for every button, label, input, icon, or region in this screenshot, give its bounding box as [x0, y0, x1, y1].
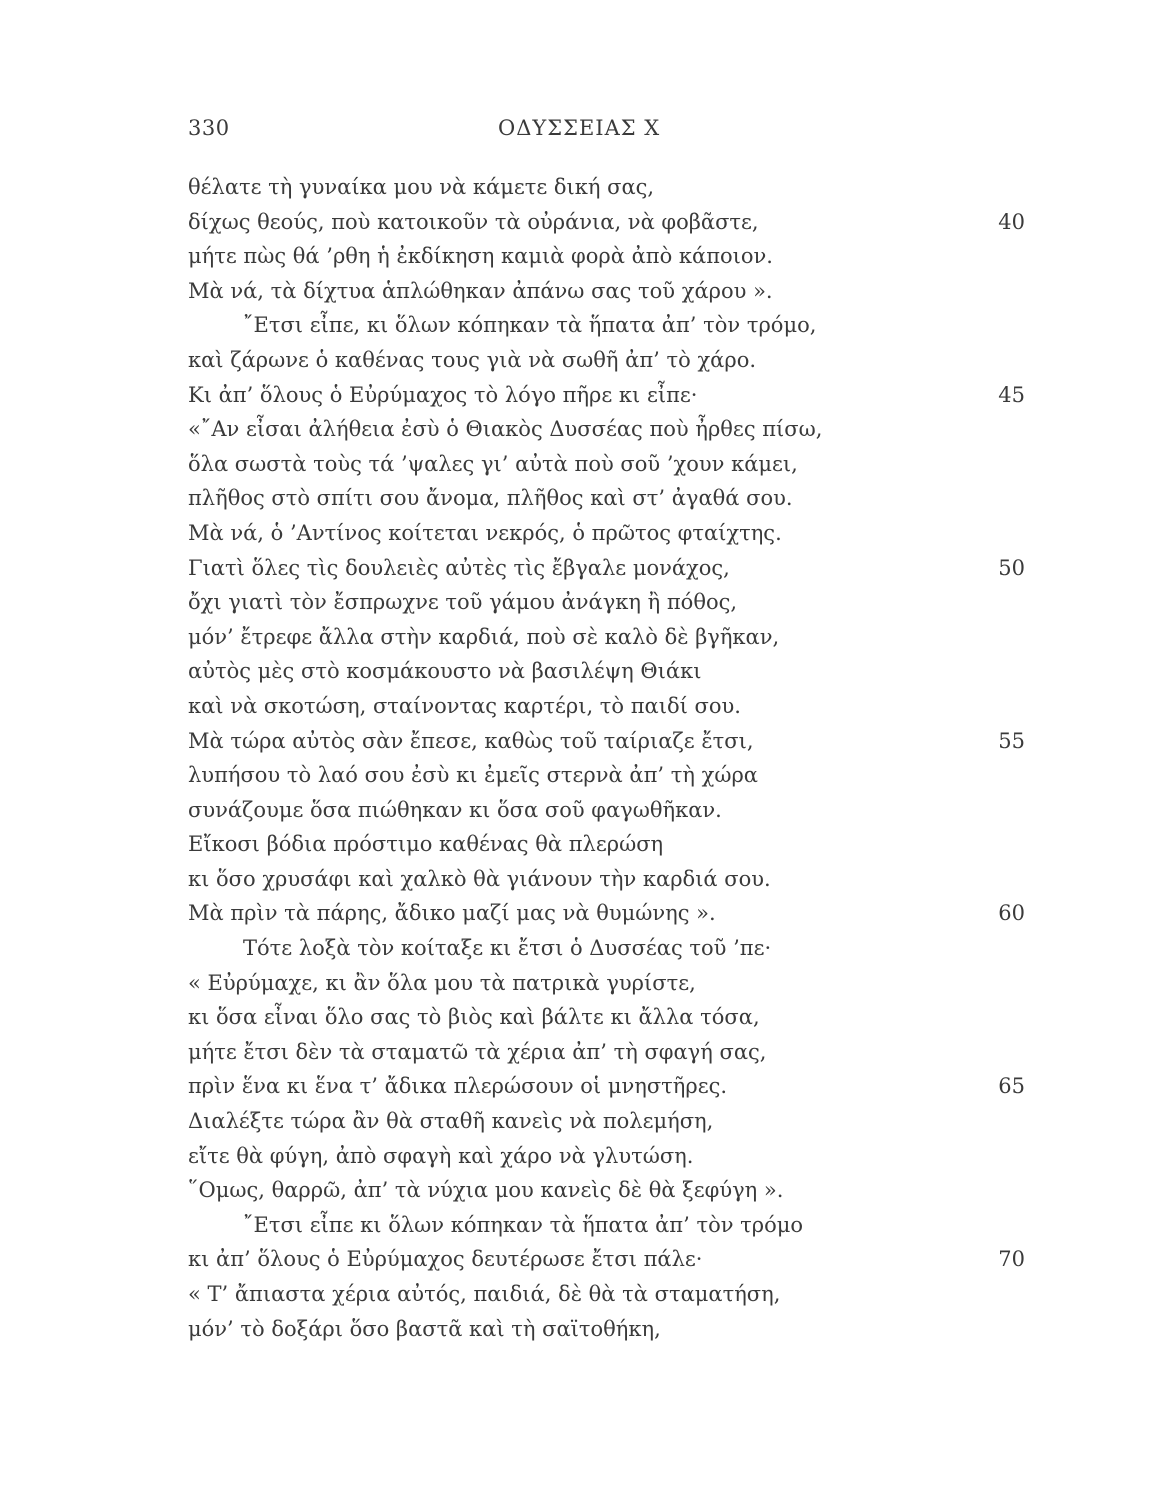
verse-line	[188, 308, 1033, 343]
line-number: 50	[998, 555, 1025, 580]
line-number: 55	[998, 728, 1025, 753]
verse-line	[188, 239, 1033, 274]
page-number: 330	[188, 116, 230, 140]
verse-text: ὄχι γιατὶ τὸν ἔσπρωχνε τοῦ γάμου ἀνάγκη ἢ πόθος,	[188, 590, 738, 615]
verse-line	[188, 1242, 1033, 1277]
verse-line	[188, 343, 1033, 378]
verse-text: ῎Ετσι εἶπε, κι ὅλων κόπηκαν τὰ ἥπατα ἀπ’ τὸν τρόμο,	[243, 313, 817, 338]
running-title: ΟΔΥΣΣΕΙΑΣ Χ	[498, 116, 661, 140]
verse-text: πρὶν ἕνα κι ἕνα τ’ ἄδικα πλερώσουν οἱ μνηστῆρες.	[188, 1074, 728, 1099]
running-head	[188, 116, 1033, 142]
verse-line	[188, 1069, 1033, 1104]
verse-line	[188, 689, 1033, 724]
verse-text: Μὰ νά, τὰ δίχτυα ἁπλώθηκαν ἀπάνω σας τοῦ χάρου ».	[188, 278, 773, 303]
verse-line	[188, 1277, 1033, 1312]
verse-line	[188, 654, 1033, 689]
verse-text: μόν’ ἔτρεφε ἄλλα στὴν καρδιά, ποὺ σὲ καλὸ δὲ βγῆκαν,	[188, 624, 780, 649]
verse-text: Διαλέξτε τώρα ἂν θὰ σταθῆ κανεὶς νὰ πολεμήση,	[188, 1109, 714, 1134]
verse-line	[188, 205, 1033, 240]
verse-line	[188, 966, 1033, 1001]
verse-line	[188, 516, 1033, 551]
verse-line	[188, 793, 1033, 828]
verse-line	[188, 896, 1033, 931]
verse-text: θέλατε τὴ γυναίκα μου νὰ κάμετε δική σας,	[188, 175, 655, 199]
verse-text: Τότε λοξὰ τὸν κοίταξε κι ἔτσι ὁ Δυσσέας τοῦ ’πε·	[243, 936, 772, 961]
line-number: 60	[998, 901, 1025, 926]
verse-text: κι ὅσα εἶναι ὅλο σας τὸ βιὸς καὶ βάλτε κι ἄλλα τόσα,	[188, 1005, 760, 1030]
verse-line	[188, 827, 1033, 862]
line-number: 70	[998, 1247, 1025, 1272]
verse-text: κι ἀπ’ ὅλους ὁ Εὐρύμαχος δευτέρωσε ἔτσι πάλε·	[188, 1247, 703, 1272]
verse-text: « Τ’ ἄπιαστα χέρια αὐτός, παιδιά, δὲ θὰ τὰ σταματήση,	[188, 1282, 781, 1306]
line-number: 45	[998, 382, 1025, 407]
verse-line	[188, 1208, 1033, 1243]
verse-text: καὶ ζάρωνε ὁ καθένας τους γιὰ νὰ σωθῆ ἀπ’ τὸ χάρο.	[188, 347, 757, 372]
verse-text: συνάζουμε ὅσα πιώθηκαν κι ὅσα σοῦ φαγωθῆκαν.	[188, 797, 722, 822]
verse-line	[188, 931, 1033, 966]
verse-line	[188, 551, 1033, 586]
verse-text: « Εὐρύμαχε, κι ἂν ὅλα μου τὰ πατρικὰ γυρίστε,	[188, 970, 696, 995]
verse-text: ῞Ομως, θαρρῶ, ἀπ’ τὰ νύχια μου κανεὶς δὲ θὰ ξεφύγη ».	[188, 1178, 784, 1203]
verse-text: μόν’ τὸ δοξάρι ὅσο βαστᾶ καὶ τὴ σαϊτοθήκη,	[188, 1316, 661, 1341]
verse-line	[188, 447, 1033, 482]
verse-line	[188, 481, 1033, 516]
verse-text: «῎Αν εἶσαι ἀλήθεια ἐσὺ ὁ Θιακὸς Δυσσέας ποὺ ἦρθες πίσω,	[188, 417, 823, 442]
verse-line	[188, 274, 1033, 309]
verse-line	[188, 758, 1033, 793]
verse-text: ῎Ετσι εἶπε κι ὅλων κόπηκαν τὰ ἥπατα ἀπ’ τὸν τρόμο	[243, 1212, 804, 1237]
verse-text: καὶ νὰ σκοτώση, σταίνοντας καρτέρι, τὸ παιδί σου.	[188, 693, 741, 718]
verse-line	[188, 1035, 1033, 1070]
verse-text: αὐτὸς μὲς στὸ κοσμάκουστο νὰ βασιλέψη Θιάκι	[188, 659, 702, 684]
verse-text: Γιατὶ ὅλες τὶς δουλειὲς αὐτὲς τὶς ἔβγαλε μονάχος,	[188, 555, 730, 580]
verse-text: πλῆθος στὸ σπίτι σου ἄνομα, πλῆθος καὶ στ’ ἀγαθά σου.	[188, 486, 793, 511]
verse-text: δίχως θεούς, ποὺ κατοικοῦν τὰ οὐράνια, νὰ φοβᾶστε,	[188, 209, 759, 234]
verse-text: ὅλα σωστὰ τοὺς τά ’ψαλες γι’ αὐτὰ ποὺ σοῦ ’χουν κάμει,	[188, 451, 798, 476]
verse-text: Εἴκοσι βόδια πρόστιμο καθένας θὰ πλερώση	[188, 832, 664, 857]
verse-text: εἴτε θὰ φύγη, ἀπὸ σφαγὴ καὶ χάρο νὰ γλυτώση.	[188, 1143, 694, 1168]
verse-line	[188, 1312, 1033, 1347]
verse-text: μήτε πὼς θά ’ρθη ἡ ἐκδίκηση καμιὰ φορὰ ἀπὸ κάποιον.	[188, 244, 773, 269]
verse-line	[188, 1173, 1033, 1208]
verse-text: Μὰ τώρα αὐτὸς σὰν ἔπεσε, καθὼς τοῦ ταίριαζε ἔτσι,	[188, 728, 754, 753]
verse-line	[188, 1104, 1033, 1139]
verse-line	[188, 412, 1033, 447]
verse-block	[188, 170, 1033, 1346]
verse-line	[188, 1000, 1033, 1035]
verse-line	[188, 170, 1033, 205]
verse-text: Μὰ νά, ὁ ’Αντίνος κοίτεται νεκρός, ὁ πρῶτος φταίχτης.	[188, 520, 782, 545]
verse-line	[188, 585, 1033, 620]
verse-line	[188, 724, 1033, 759]
verse-text: κι ὅσο χρυσάφι καὶ χαλκὸ θὰ γιάνουν τὴν καρδιά σου.	[188, 866, 771, 891]
verse-text: μήτε ἔτσι δὲν τὰ σταματῶ τὰ χέρια ἀπ’ τὴ σφαγή σας,	[188, 1039, 767, 1064]
verse-line	[188, 378, 1033, 413]
verse-text: λυπήσου τὸ λαό σου ἐσὺ κι ἐμεῖς στερνὰ ἀπ’ τὴ χώρα	[188, 763, 758, 788]
verse-line	[188, 1139, 1033, 1174]
line-number: 40	[998, 209, 1025, 234]
verse-text: Κι ἀπ’ ὅλους ὁ Εὐρύμαχος τὸ λόγο πῆρε κι εἶπε·	[188, 382, 698, 407]
verse-text: Μὰ πρὶν τὰ πάρης, ἄδικο μαζί μας νὰ θυμώνης ».	[188, 901, 716, 926]
line-number: 65	[998, 1074, 1025, 1099]
verse-line	[188, 862, 1033, 897]
verse-line	[188, 620, 1033, 655]
